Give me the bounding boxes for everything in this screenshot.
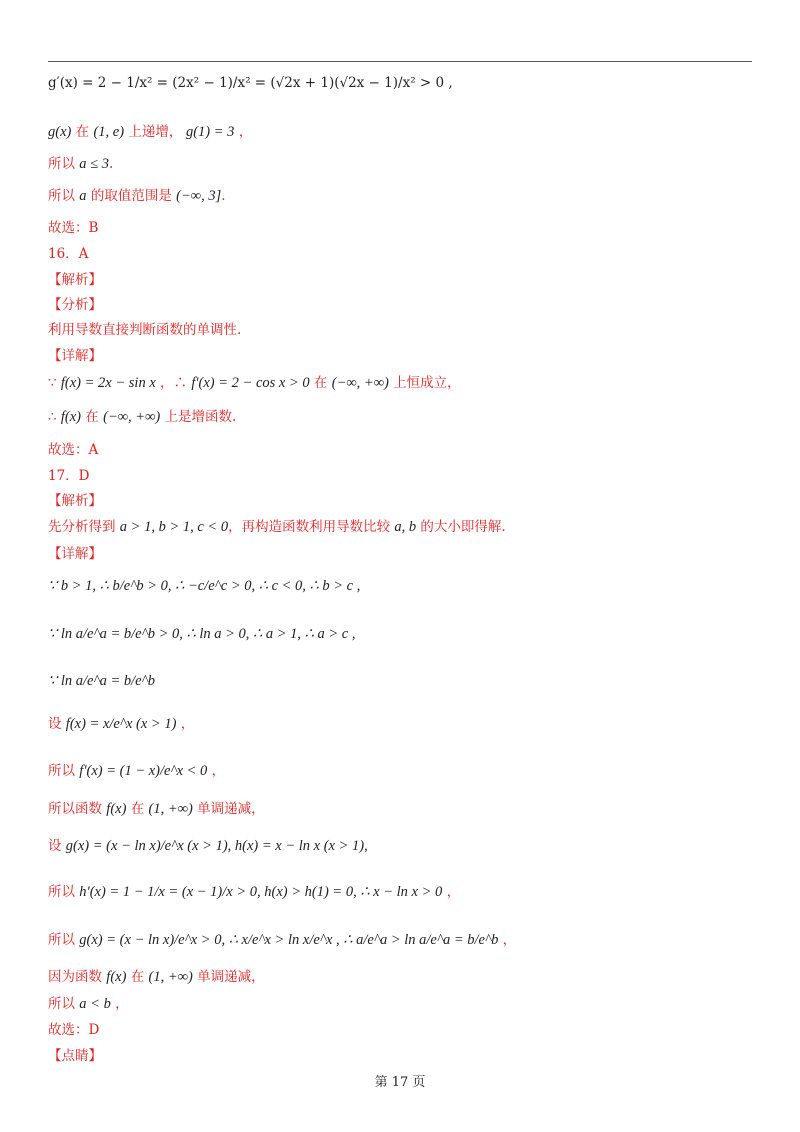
math-expression: (1, +∞): [148, 801, 193, 817]
math-expression: (1, +∞): [148, 969, 193, 985]
line-text: 先分析得到: [48, 519, 120, 535]
line-text: 【详解】: [48, 348, 102, 364]
line-text: ，: [110, 996, 129, 1012]
line-text: 在: [309, 375, 332, 391]
line-text: 所以函数: [48, 801, 107, 817]
line-text: 所以: [48, 188, 80, 204]
line-text: 故选：D: [48, 1022, 100, 1038]
solution-line: [48, 518, 506, 536]
solution-line: [48, 545, 102, 563]
math-expression: ∵ ln a/e^a = b/e^b > 0, ∴ ln a > 0, ∴ a > 1, ∴ a > c ,: [48, 626, 356, 642]
math-expression: (−∞, 3]: [176, 188, 222, 204]
math-expression: h′(x) = 1 − 1/x = (x − 1)/x > 0, h(x) > h(1) = 0, ∴ x − ln x > 0: [79, 884, 443, 900]
math-expression: g(x): [48, 124, 72, 140]
solution-line: [48, 321, 241, 339]
solution-line: [48, 672, 155, 690]
math-expression: (−∞, +∞): [103, 409, 161, 425]
solution-line: [48, 715, 194, 733]
math-expression: f(x) = x/e^x (x > 1): [65, 716, 177, 732]
line-text: ，∴: [155, 375, 192, 391]
line-text: 故选：B: [48, 220, 99, 236]
line-text: 的大小即得解.: [416, 519, 506, 535]
solution-line: [48, 271, 102, 289]
line-text: 在: [71, 124, 94, 140]
solution-line: [48, 123, 252, 141]
solution-line: [48, 800, 265, 818]
math-expression: a, b: [394, 519, 417, 535]
line-text: 【分析】: [48, 297, 102, 313]
solution-line: [48, 296, 102, 314]
line-text: g′(x) = 2 − 1/x² = (2x² − 1)/x² = (√2x + 1)(√2x − 1)/x² > 0 ,: [48, 75, 453, 91]
math-expression: f(x) = 2x − sin x: [60, 375, 156, 391]
line-text: .: [109, 156, 114, 172]
math-expression: g(x) = (x − ln x)/e^x > 0, ∴ x/e^x > ln x/e^x , ∴ a/e^a > ln a/e^a = b/e^b: [79, 932, 499, 948]
solution-line: [48, 74, 453, 92]
math-expression: (−∞, +∞): [331, 375, 389, 391]
math-expression: g(x) = (x − ln x)/e^x (x > 1), h(x) = x − ln x (x > 1),: [65, 838, 368, 854]
math-expression: f′(x) = 2 − cos x > 0: [191, 375, 310, 391]
solution-line: [48, 968, 265, 986]
line-text: 上递增，: [124, 124, 183, 140]
line-text: ，: [234, 124, 253, 140]
solution-line: [48, 408, 236, 426]
line-text: 设: [48, 838, 66, 854]
solution-line: [48, 577, 360, 595]
line-text: 利用导数直接判断函数的单调性.: [48, 322, 242, 338]
math-expression: f(x): [106, 801, 127, 817]
line-text: 【解析】: [48, 272, 102, 288]
solution-line: [48, 187, 226, 205]
solution-line: [48, 245, 88, 263]
solution-line: [48, 931, 516, 949]
line-text: 上是增函数.: [160, 409, 237, 425]
math-expression: (1, e): [93, 124, 125, 140]
line-text: 单调递减，: [192, 801, 265, 817]
line-text: ，: [442, 884, 461, 900]
math-expression: a > 1, b > 1, c < 0: [119, 519, 229, 535]
line-text: 因为函数: [48, 969, 107, 985]
solution-line: [48, 441, 98, 459]
line-text: 在: [81, 409, 104, 425]
solution-line: [48, 219, 98, 237]
math-expression: ∵ b > 1, ∴ b/e^b > 0, ∴ −c/e^c > 0, ∴ c < 0, ∴ b > c ,: [48, 578, 361, 594]
solution-line: [48, 492, 102, 510]
line-text: 17．D: [48, 468, 90, 484]
solution-line: [48, 762, 225, 780]
line-text: 所以: [48, 763, 80, 779]
line-text: ，: [176, 716, 195, 732]
line-text: 所以: [48, 996, 80, 1012]
line-text: ∵: [48, 375, 61, 391]
page-number: 第 17 页: [374, 1075, 426, 1090]
math-expression: g(1) = 3: [182, 124, 235, 140]
header-rule: [48, 61, 752, 62]
line-text: ，: [207, 763, 226, 779]
solution-line: [48, 347, 102, 365]
solution-line: [48, 1021, 99, 1039]
line-text: 故选：A: [48, 442, 99, 458]
solution-line: [48, 1047, 102, 1065]
solution-line: [48, 467, 90, 485]
line-text: 所以: [48, 156, 80, 172]
math-expression: f′(x) = (1 − x)/e^x < 0: [79, 763, 208, 779]
line-text: 在: [126, 801, 149, 817]
math-expression: a: [79, 188, 87, 204]
line-text: .: [221, 188, 226, 204]
math-expression: a ≤ 3: [79, 156, 110, 172]
page-header-area: [48, 0, 752, 60]
math-expression: a < b: [79, 996, 111, 1012]
line-text: 【解析】: [48, 493, 102, 509]
math-expression: ∵ ln a/e^a = b/e^b: [48, 673, 155, 689]
line-text: 在: [126, 969, 149, 985]
line-text: 所以: [48, 932, 80, 948]
line-text: 设: [48, 716, 66, 732]
math-expression: f(x): [106, 969, 127, 985]
line-text: 上恒成立，: [388, 375, 461, 391]
solution-line: [48, 155, 113, 173]
solution-line: [48, 883, 460, 901]
line-text: ∴: [48, 409, 61, 425]
line-text: 【点睛】: [48, 1048, 102, 1064]
math-expression: f(x): [60, 409, 82, 425]
line-text: ，再构造函数利用导数比较: [228, 519, 395, 535]
line-text: 16．A: [48, 246, 89, 262]
solution-line: [48, 837, 368, 855]
line-text: 【详解】: [48, 546, 102, 562]
solution-line: [48, 625, 355, 643]
line-text: 单调递减，: [192, 969, 265, 985]
line-text: ，: [498, 932, 517, 948]
solution-line: [48, 374, 461, 392]
line-text: 所以: [48, 884, 80, 900]
solution-line: [48, 995, 129, 1013]
line-text: 的取值范围是: [86, 188, 177, 204]
